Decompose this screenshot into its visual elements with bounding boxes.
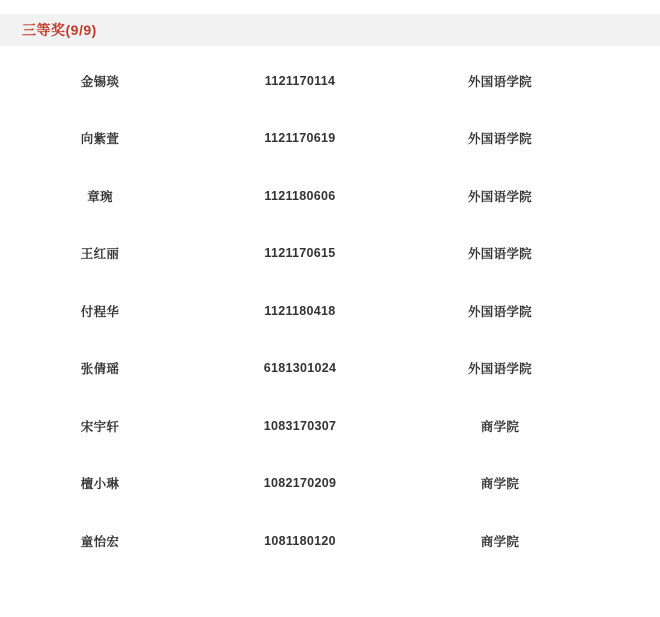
table-row xyxy=(0,167,660,225)
table-row xyxy=(0,52,660,110)
student-id: 1081180120 xyxy=(264,533,336,548)
student-id: 1121170114 xyxy=(264,73,336,88)
student-id: 1082170209 xyxy=(263,476,337,491)
student-college: 商学院 xyxy=(480,419,520,434)
table-row xyxy=(0,225,660,283)
student-name: 童怡宏 xyxy=(80,534,120,549)
section-header xyxy=(0,14,660,46)
student-id: 1121180606 xyxy=(264,188,336,203)
student-name: 檀小琳 xyxy=(80,477,120,492)
student-college: 外国语学院 xyxy=(467,189,532,204)
student-college: 外国语学院 xyxy=(467,132,532,147)
student-name: 王红丽 xyxy=(80,247,120,262)
student-id: 6181301024 xyxy=(263,361,337,376)
table-row xyxy=(0,455,660,513)
student-college: 外国语学院 xyxy=(467,304,532,319)
student-college: 商学院 xyxy=(480,477,520,492)
student-id: 1121170615 xyxy=(264,246,336,261)
student-id: 1121170619 xyxy=(264,131,336,146)
section-title: 三等奖(9/9) xyxy=(22,22,97,38)
student-college: 外国语学院 xyxy=(467,74,532,89)
student-name: 金锡琰 xyxy=(80,74,120,89)
student-name: 向紫萱 xyxy=(80,132,120,147)
table-row xyxy=(0,512,660,570)
student-college: 商学院 xyxy=(480,534,520,549)
award-list-page xyxy=(0,14,660,617)
table-row xyxy=(0,110,660,168)
student-name: 张倩瑶 xyxy=(80,362,120,377)
award-list xyxy=(0,52,660,570)
student-name: 宋宇轩 xyxy=(80,419,120,434)
table-row xyxy=(0,397,660,455)
table-row xyxy=(0,340,660,398)
student-college: 外国语学院 xyxy=(467,247,532,262)
student-name: 章琬 xyxy=(87,189,113,204)
student-id: 1121180418 xyxy=(264,303,336,318)
table-row xyxy=(0,282,660,340)
student-name: 付程华 xyxy=(80,304,120,319)
student-college: 外国语学院 xyxy=(467,362,532,377)
student-id: 1083170307 xyxy=(263,418,337,433)
